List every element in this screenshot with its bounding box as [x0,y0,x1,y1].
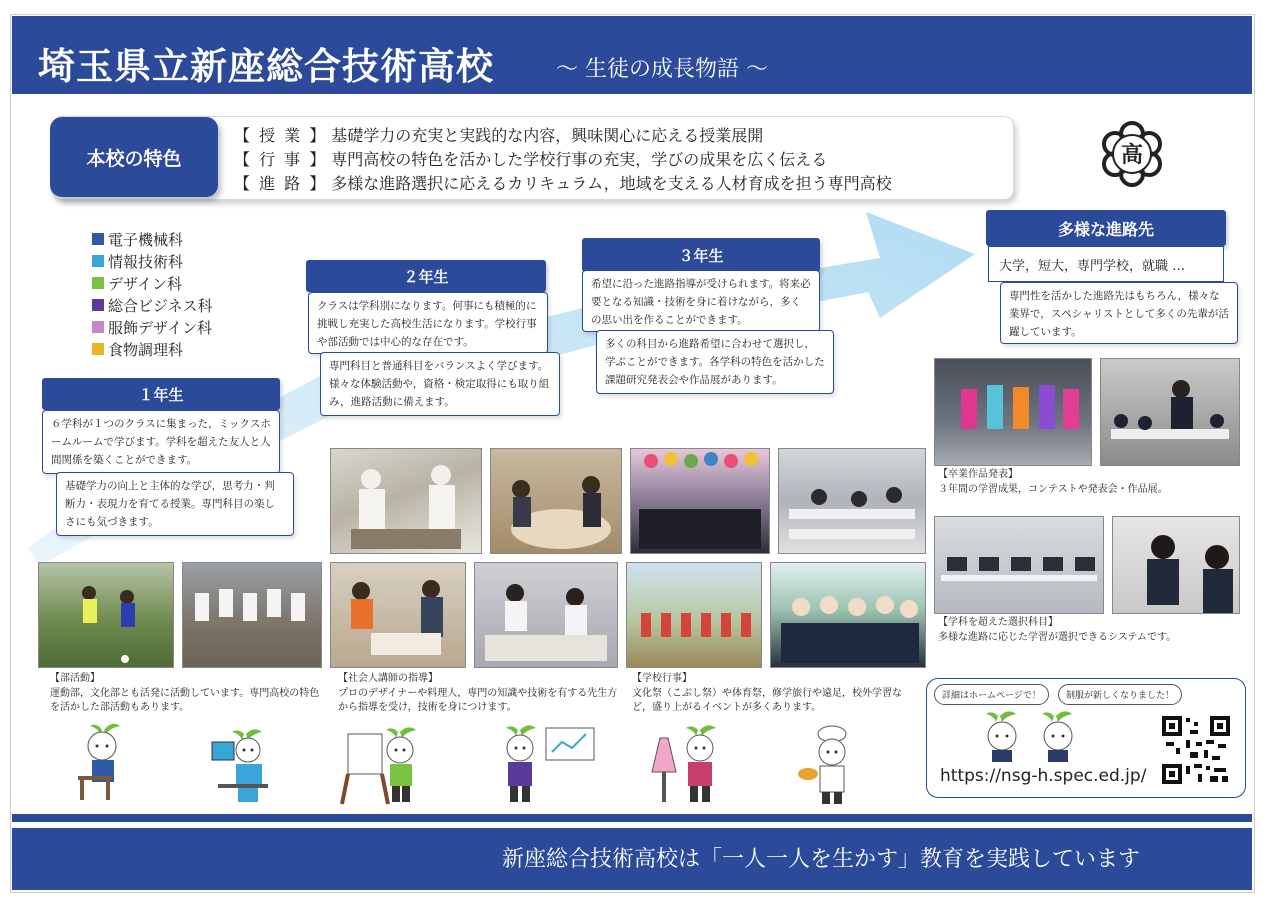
photo-computer-lab [934,516,1104,614]
homepage-bubble: 詳細はホームページで！ [934,684,1049,705]
department-item: 食物調理科 [92,338,213,360]
mascot-business-icon [498,724,598,806]
features-label: 本校の特色 [50,117,218,197]
mascot-it-icon [208,728,272,804]
feature-line-class: 【 授 業 】 基礎学力の充実と実践的な内容，興味関心に応える授業展開 [234,126,764,145]
qr-code-icon [1162,716,1230,784]
footer-accent-bar [12,814,1252,822]
grade3-box1: 希望に沿った進路指導が受けられます。将来必要となる知識・技術を身に着けながら，多くの思い出を作ることができます。 [582,270,820,332]
photo-student-interview [1112,516,1240,614]
department-color-square [92,343,104,355]
mascot-fashion-icon [646,724,726,808]
photo-soccer [38,562,174,668]
photo-classroom [778,448,926,554]
department-color-square [92,233,104,245]
department-item: 電子機械科 [92,228,213,250]
uniform-bubble: 制服が新しくなりました！ [1058,684,1182,705]
photo-lecturer-guidance [330,562,466,668]
events-caption: 【学校行事】 文化祭（こぶし祭）や体育祭，修学旅行や遠足，校外学習など，盛り上がるイベントが多くあります。 [632,673,902,713]
grade1-heading: １年生 [42,378,280,410]
club-caption: 【部活動】 運動部，文化部とも活発に活動しています。専門高校の特色を活かした部活動もあります。 [50,673,320,713]
grade2-box2: 専門科目と普通科目をバランスよく学びます。様々な体験活動や，資格・検定取得にも取り組み，進路活動に備えます。 [320,352,560,416]
department-item: デザイン科 [92,272,213,294]
department-item: 服飾デザイン科 [92,316,213,338]
department-color-square [92,299,104,311]
photo-dance [182,562,322,668]
department-item: 情報技術科 [92,250,213,272]
photo-festival-group [630,448,770,554]
department-color-square [92,321,104,333]
feature-line-events: 【 行 事 】 専門高校の特色を活かした学校行事の充実，学びの成果を広く伝える [234,150,828,169]
page-title: 埼玉県立新座総合技術高校 [38,45,494,88]
graduation-caption: 【卒業作品発表】 ３年間の学習成果，コンテストや発表会・作品展。 [938,469,1168,495]
department-color-square [92,255,104,267]
photo-craft-class [490,448,622,554]
feature-line-career: 【 進 路 】 多様な進路選択に応えるカリキュラム，地域を支える人材育成を担う専門高校 [234,174,892,193]
photo-school-trip [770,562,926,668]
lecturer-caption: 【社会人講師の指導】 プロのデザイナーや料理人，専門の知識や技術を有する先生方から指導を受け，技術を身につけます。 [338,673,618,713]
footer-slogan: 新座総合技術高校は「一人一人を生かす」教育を実践しています [502,847,1141,872]
destinations-box: 専門性を活かした進路先はもちろん，様々な業界で，スペシャリストとして多くの先輩が活躍しています。 [1000,282,1238,344]
photo-presentation [1100,358,1240,466]
grade1-box2: 基礎学力の向上と主体的な学び，思考力・判断力・表現力を育てる授業。専門科目の楽しさにも気づきます。 [56,472,294,536]
department-item: 総合ビジネス科 [92,294,213,316]
svg-text:高: 高 [1120,143,1144,168]
grade1-box1: ６学科が１つのクラスに集まった，ミックスホームルームで学びます。学科を超えた友人と人間関係を築くことができます。 [42,410,280,474]
elective-caption: 【学科を超えた選択科目】 多様な進路に応じた学習が選択できるシステムです。 [938,617,1177,643]
photo-sports-day [626,562,762,668]
destinations-heading: 多様な進路先 [986,210,1226,246]
mascot-cooking-icon [796,724,860,808]
homepage-url[interactable]: https://nsg-h.spec.ed.jp/ [940,766,1147,786]
photo-sewing-class [474,562,618,668]
photo-cooking-lecture [330,448,482,554]
photo-graduation-fashion-show [934,358,1092,466]
grade3-box2: 多くの科目から進路希望に合わせて選択し，学ぶことができます。各学科の特色を活かした課題研究発表会や作品展があります。 [596,330,834,394]
mascot-mechanics-icon [72,722,134,804]
grade3-heading: ３年生 [582,238,820,272]
mascot-design-icon [340,726,430,806]
grade2-box1: クラスは学科別になります。何事にも積極的に挑戦し充実した高校生活になります。学校行事や部活動では中心的な存在です。 [308,292,548,354]
mascot-pair-icon [976,710,1084,764]
grade2-heading: ２年生 [306,260,546,292]
department-list [92,228,213,360]
department-color-square [92,277,104,289]
page-subtitle: ～ 生徒の成長物語 ～ [556,57,768,82]
destinations-list: 大学，短大，専門学校，就職 … [988,246,1224,282]
